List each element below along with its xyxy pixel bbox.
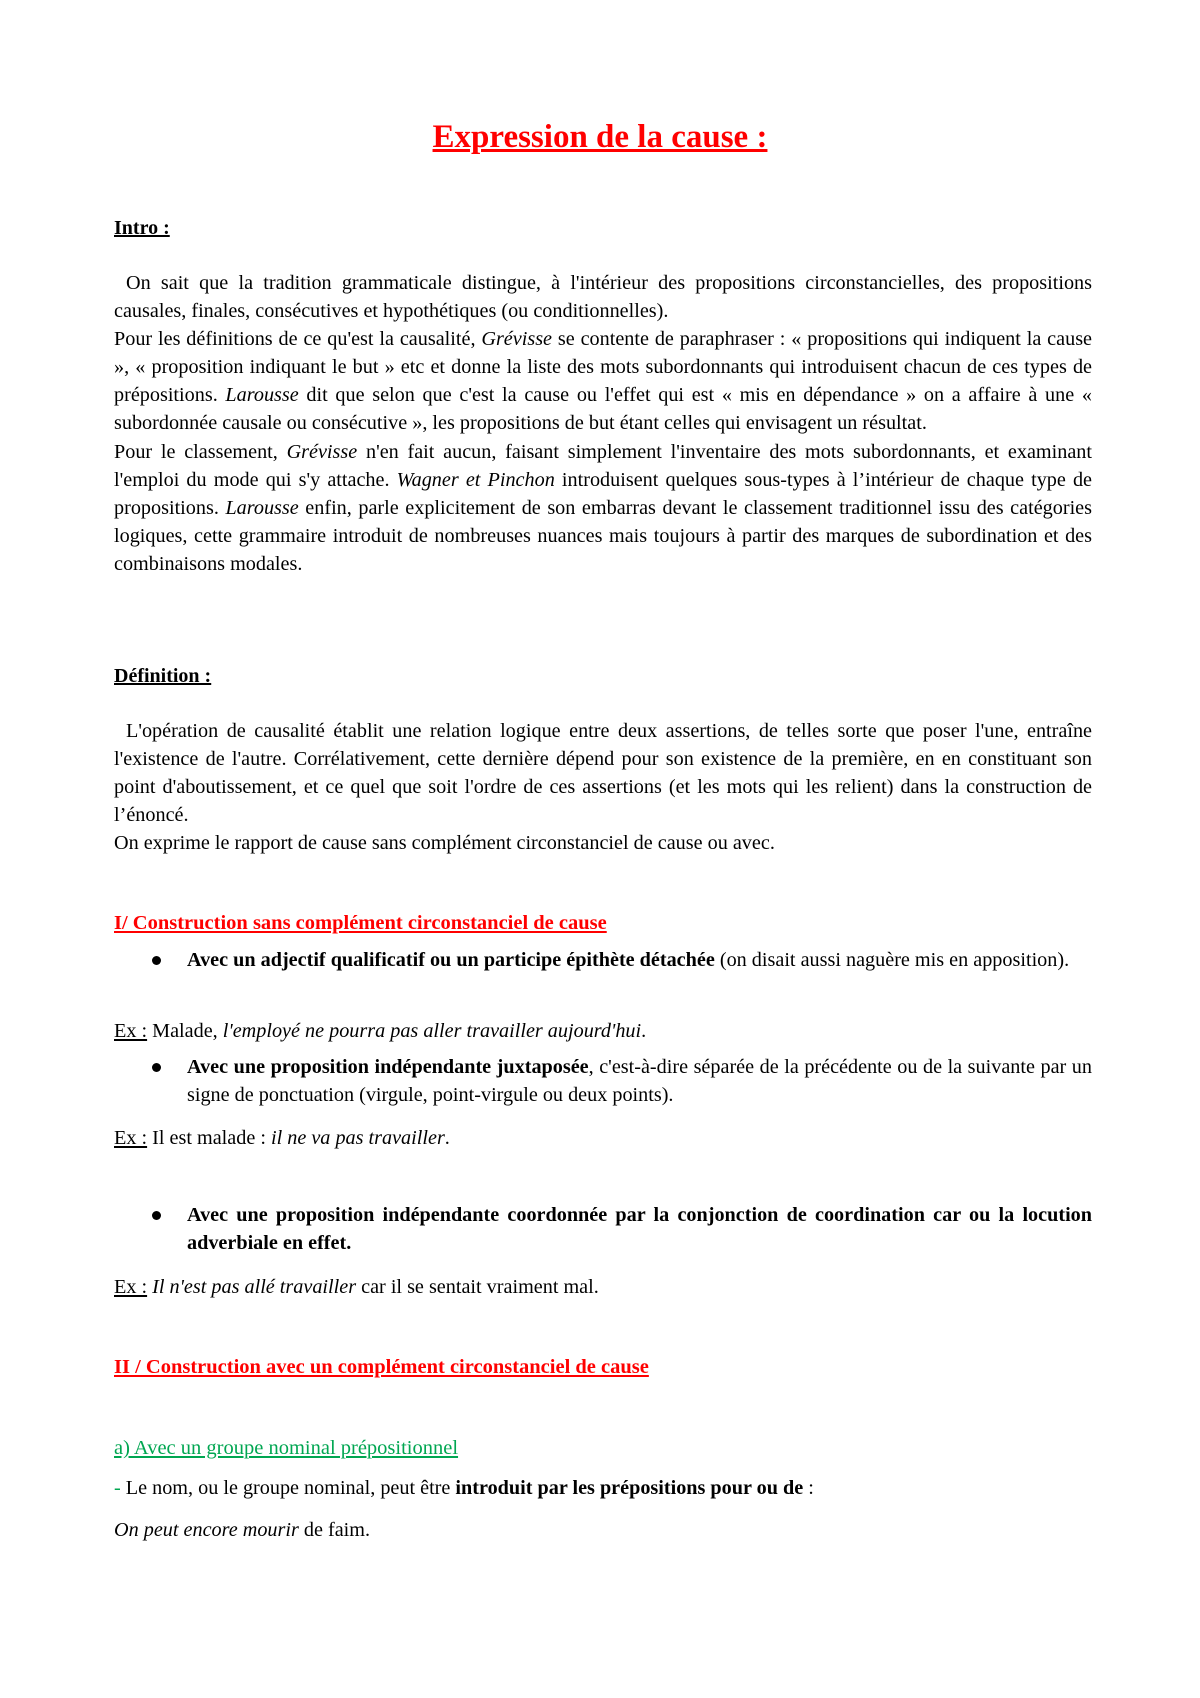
bullet-icon [152,956,161,965]
example-2-end: . [444,1127,450,1149]
document-title: Expression de la cause : [432,119,768,155]
definition-paragraph-1: L'opération de causalité établit une relation logique entre deux assertions, de telles sorte que poser l'une, entraîne l'existence de l'autre. Corrélativement, cette dernière dépend pour son existence de la première, en en constituant son point d'aboutissement, et ce quel que soit l'ordre de ces assertions (et les mots qui les relient) dans la construction de l’énoncé. [114,720,1092,827]
line-1-text: Le nom, ou le groupe nominal, peut être [125,1477,456,1499]
example-2-text: Il est malade : [147,1127,271,1149]
intro-p2-text: Pour les définitions de ce qu'est la causalité, [114,328,482,351]
intro-p2-text-2: se contente de paraphraser : « propositions qui indiquent la cause », « proposition indiquant le but » etc et donne la liste des mots subordonnants qui introduisent chacun de ces types de prépositions. [114,328,1093,407]
bullet-2-bold: Avec une proposition indépendante juxtaposée [187,1056,589,1078]
example-2 [114,1124,450,1152]
section-1-bullet-1 [187,946,1092,974]
intro-paragraph-3 [114,438,1092,578]
example-1-italic: l'employé ne pourra pas aller travailler aujourd'hui [222,1020,642,1042]
intro-p2-author-2: Larousse [225,384,299,407]
intro-p3-text-4: enfin, parle explicitement de son embarras devant le classement traditionnel issu des catégories logiques, cette grammaire introduit de nombreuses nuances mais toujours à partir des marques de subordination et des combinaisons modales. [114,496,1092,575]
intro-paragraph-2 [114,325,1092,437]
definition-text [114,717,1092,857]
bullet-icon [152,1063,161,1072]
intro-p3-text-2: n'en fait aucun, faisant simplement l'inventaire des mots subordonnants, et examinant l'emploi du mode qui s'y attache. [114,440,1092,491]
intro-p3-author-2: Wagner et Pinchon [396,468,555,491]
bullet-icon [152,1211,161,1220]
line-2-italic: On peut encore mourir [114,1519,299,1541]
definition-label: Définition : [114,665,212,687]
example-1-label: Ex : [114,1020,148,1042]
section-2-line-1 [114,1474,814,1502]
example-3-italic: Il n'est pas allé travailler [147,1276,357,1298]
intro-p3-text-3: introduisent quelques sous-types à l’intérieur de chaque type de propositions. [114,468,1093,519]
example-3 [114,1273,599,1301]
example-1 [114,1017,646,1045]
section-1-bullet-3: Avec une proposition indépendante coordonnée par la conjonction de coordination car ou la locution adverbiale en effet. [187,1204,1092,1254]
bullet-2-text: , c'est-à-dire séparée de la précédente ou de la suivante par un signe de ponctuation (virgule, point-virgule ou deux points). [187,1056,1092,1106]
section-1-bullet-2 [187,1053,1092,1109]
section-2-subtitle-a: a) Avec un groupe nominal prépositionnel [114,1437,459,1459]
example-3-text: car il se sentait vraiment mal. [356,1276,599,1298]
definition-paragraph-2: On exprime le rapport de cause sans complément circonstanciel de cause ou avec. [114,832,775,855]
example-2-label: Ex : [114,1127,148,1149]
dash-marker: - [114,1477,126,1499]
section-1-title: I/ Construction sans complément circonstanciel de cause [114,912,607,934]
section-2-line-2 [114,1516,370,1544]
intro-p3-text: Pour le classement, [114,440,287,463]
bullet-1-bold: Avec un adjectif qualificatif ou un participe épithète détachée [187,949,715,971]
section-2-title: II / Construction avec un complément circonstanciel de cause [114,1356,649,1378]
example-2-italic: il ne va pas travailler [270,1127,445,1149]
intro-p2-text-3: dit que selon que c'est la cause ou l'effet qui est « mis en dépendance » on a affaire à une « subordonnée causale ou consécutive », les propositions de but étant celles qui envisagent un résultat. [114,384,1092,435]
intro-p2-author: Grévisse [481,328,553,351]
bullet-1-text: (on disait aussi naguère mis en apposition). [714,949,1070,971]
intro-label: Intro : [114,217,170,239]
line-2-text: de faim. [298,1519,371,1541]
intro-paragraph-1: On sait que la tradition grammaticale distingue, à l'intérieur des propositions circonstancielles, des propositions causales, finales, consécutives et hypothétiques (ou conditionnelles). [114,272,1092,323]
intro-text [114,269,1092,578]
example-1-text: Malade, [147,1020,223,1042]
example-3-label: Ex : [114,1276,148,1298]
line-1-end: : [803,1477,814,1499]
intro-p3-author-3: Larousse [225,496,299,519]
intro-p3-author: Grévisse [286,440,358,463]
line-1-bold: introduit par les prépositions pour ou de [455,1477,804,1499]
example-1-end: . [641,1020,647,1042]
